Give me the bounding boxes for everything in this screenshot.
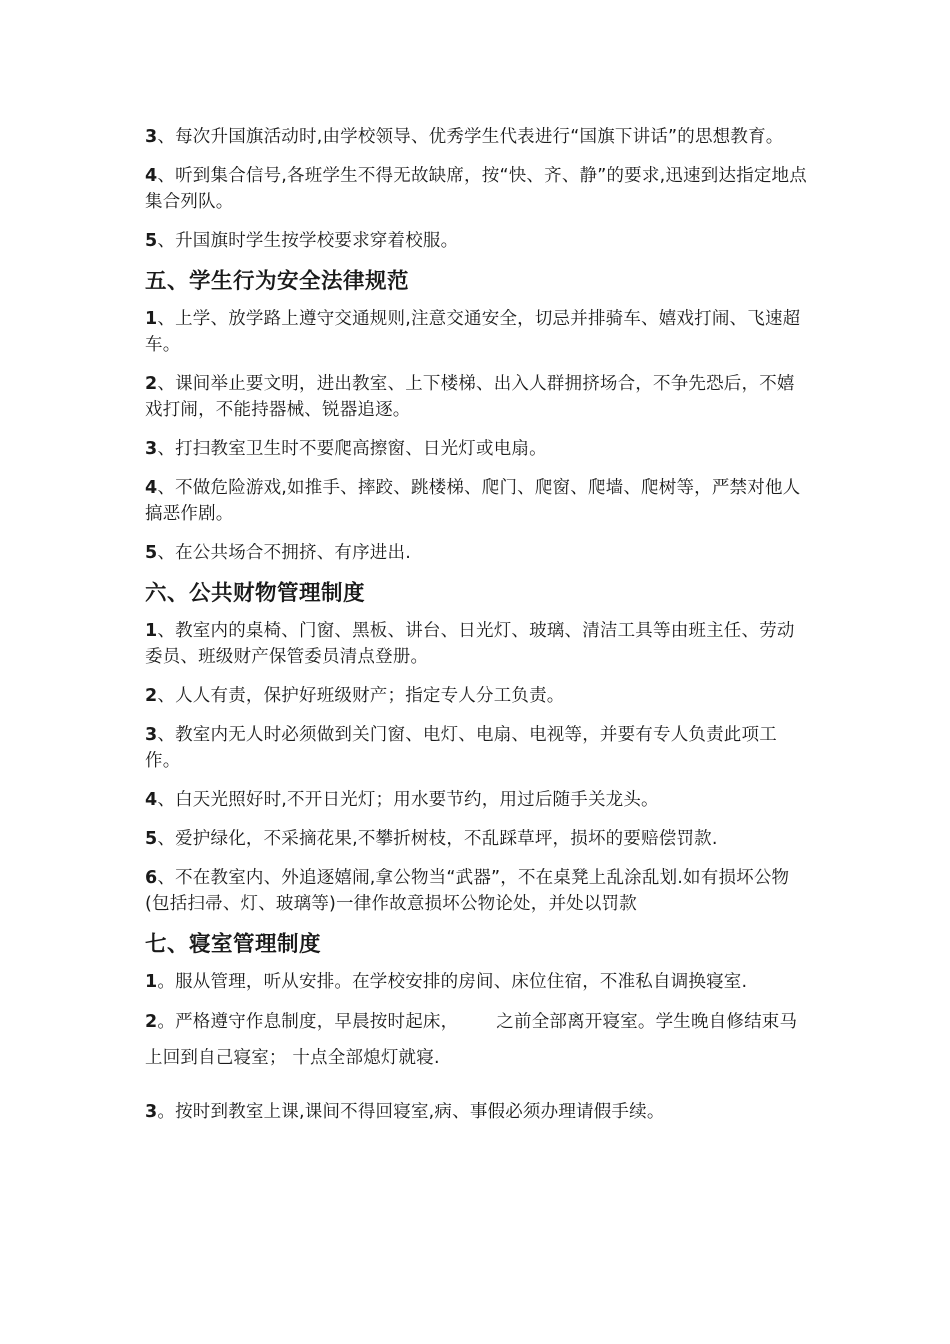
list-item: 4、听到集合信号,各班学生不得无故缺席，按“快、齐、静”的要求,迅速到达指定地点集合列队。 <box>145 166 807 212</box>
list-item: 5、爱护绿化，不采摘花果,不攀折树枝，不乱踩草坪，损坏的要赔偿罚款. <box>145 829 718 849</box>
list-item: 2。严格遵守作息制度，早晨按时起床， 之前全部离开寝室。学生晚自修结束马上回到自己寝室； 十点全部熄灯就寝. <box>145 1012 798 1068</box>
list-item: 5、升国旗时学生按学校要求穿着校服。 <box>145 231 459 251</box>
list-item: 3。按时到教室上课,课间不得回寝室,病、事假必须办理请假手续。 <box>145 1102 665 1122</box>
list-item: 1。服从管理，听从安排。在学校安排的房间、床位住宿，不准私自调换寝室. <box>145 972 748 992</box>
list-item: 5、在公共场合不拥挤、有序进出. <box>145 543 411 563</box>
list-item: 2、人人有责，保护好班级财产；指定专人分工负责。 <box>145 686 565 706</box>
list-item: 6、不在教室内、外追逐嬉闹,拿公物当“武器”，不在桌凳上乱涂乱划.如有损坏公物(包括扫帚、灯、玻璃等)一律作故意损坏公物论处，并处以罚款 <box>145 868 790 914</box>
list-item: 4、不做危险游戏,如推手、摔跤、跳楼梯、爬门、爬窗、爬墙、爬树等，严禁对他人搞恶作剧。 <box>145 478 801 524</box>
list-item: 3、打扫教室卫生时不要爬高擦窗、日光灯或电扇。 <box>145 439 547 459</box>
document-page <box>145 124 810 1138</box>
spacer <box>145 1089 810 1099</box>
section-heading-5: 五、学生行为安全法律规范 <box>145 269 410 294</box>
section-heading-7: 七、寝室管理制度 <box>145 932 322 957</box>
list-item: 4、白天光照好时,不开日光灯；用水要节约，用过后随手关龙头。 <box>145 790 659 810</box>
list-item: 3、教室内无人时必须做到关门窗、电灯、电扇、电视等，并要有专人负责此项工作。 <box>145 725 777 771</box>
list-item: 3、每次升国旗活动时,由学校领导、优秀学生代表进行“国旗下讲话”的思想教育。 <box>145 127 784 147</box>
list-item: 1、教室内的桌椅、门窗、黑板、讲台、日光灯、玻璃、清洁工具等由班主任、劳动委员、班级财产保管委员清点登册。 <box>145 621 795 667</box>
list-item: 2、课间举止要文明，进出教室、上下楼梯、出入人群拥挤场合，不争先恐后，不嬉戏打闹，不能持器械、锐器追逐。 <box>145 374 795 420</box>
section-heading-6: 六、公共财物管理制度 <box>145 581 366 606</box>
list-item: 1、上学、放学路上遵守交通规则,注意交通安全，切忌并排骑车、嬉戏打闹、飞速超车。 <box>145 309 801 355</box>
